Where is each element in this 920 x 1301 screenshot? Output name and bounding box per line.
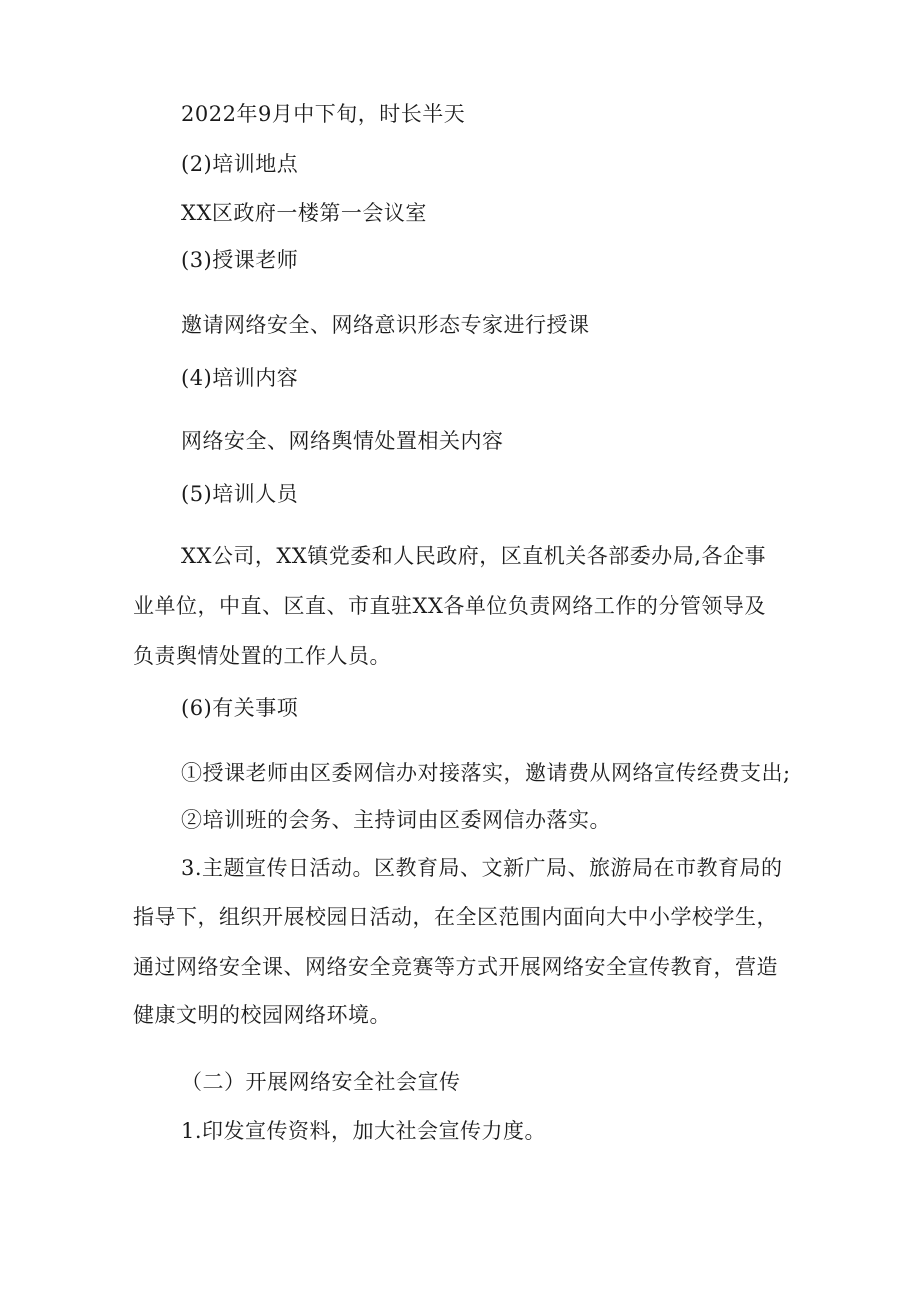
matter-item-1: ①授课老师由区委网信办对接落实，邀请费从网络宣传经费支出; [181,761,791,785]
trainees-text-line-3: 负责舆情处置的工作人员。 [133,644,391,668]
training-location-heading: (2)培训地点 [181,152,299,176]
theme-day-paragraph-line-4: 健康文明的校园网络环境。 [133,1003,391,1027]
trainees-heading: (5)培训人员 [181,482,299,506]
training-content-heading: (4)培训内容 [181,366,299,390]
training-content-text: 网络安全、网络舆情处置相关内容 [181,429,504,453]
trainees-text-line-2: 业单位，中直、区直、市直驻XX各单位负责网络工作的分管领导及 [133,594,766,618]
publicity-item-1: 1.印发宣传资料，加大社会宣传力度。 [181,1119,547,1143]
training-time-text: 2022年9月中下旬，时长半天 [181,102,466,126]
matter-item-2: ②培训班的会务、主持词由区委网信办落实。 [181,808,611,832]
instructor-heading: (3)授课老师 [181,248,299,272]
training-location-text: XX区政府一楼第一会议室 [181,201,427,225]
instructor-text: 邀请网络安全、网络意识形态专家进行授课 [181,313,590,337]
section-heading-social-publicity: （二）开展网络安全社会宣传 [181,1070,461,1094]
theme-day-paragraph-line-1: 3.主题宣传日活动。区教育局、文新广局、旅游局在市教育局的 [181,856,783,880]
related-matters-heading: (6)有关事项 [181,696,299,720]
theme-day-paragraph-line-2: 指导下，组织开展校园日活动，在全区范围内面向大中小学校学生， [133,905,778,929]
trainees-text-line-1: XX公司，XX镇党委和人民政府，区直机关各部委办局,各企事 [181,544,766,568]
theme-day-paragraph-line-3: 通过网络安全课、网络安全竞赛等方式开展网络安全宣传教育，营造 [133,955,778,979]
